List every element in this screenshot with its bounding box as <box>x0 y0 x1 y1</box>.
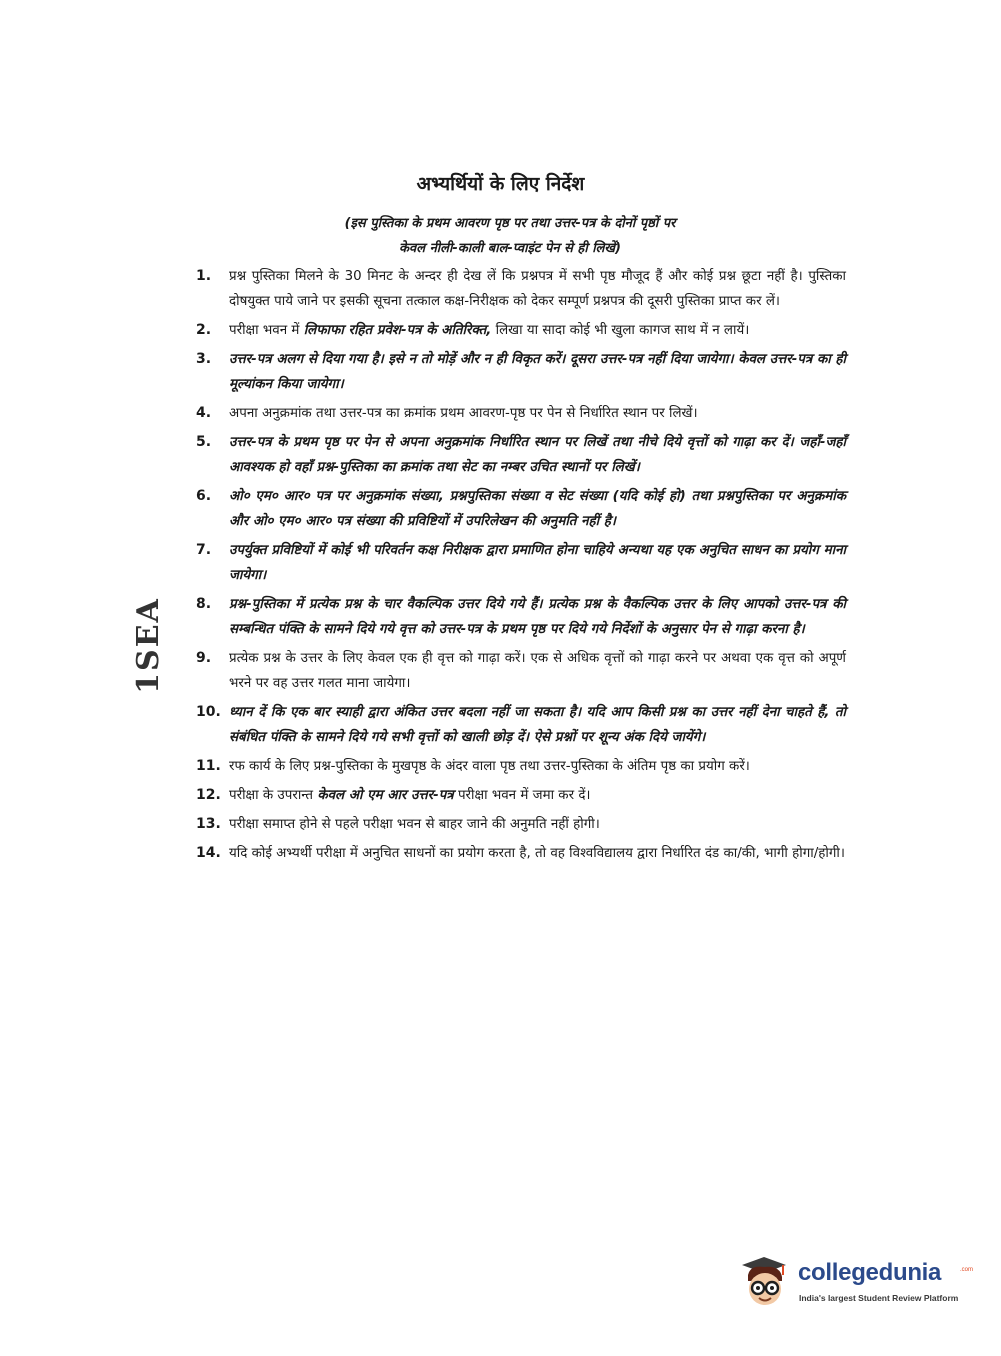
instruction-text-after: परीक्षा भवन में जमा कर दें। <box>453 788 591 803</box>
document-title: अभ्यर्थियों के लिए निर्देश <box>416 173 585 195</box>
instruction-text <box>229 323 749 338</box>
instruction-number: 3. <box>196 351 212 367</box>
instruction-text: प्रश्न पुस्तिका मिलने के 30 मिनट के अन्दर ही देख लें कि प्रश्नपत्र में सभी पृष्ठ मौजूद हैं और कोई प्रश्न छूटा नहीं है। पुस्तिका दोषयुक्त पाये जाने पर इसकी सूचना तत्काल कक्ष-निरीक्षक को देकर सम्पूर्ण प्रश्नपत्र की दूसरी पुस्तिका प्राप्त कर लें। <box>229 269 846 309</box>
instruction-number: 4. <box>196 405 212 421</box>
instruction-number: 13. <box>196 816 221 832</box>
instruction-number: 11. <box>196 758 221 774</box>
instruction-item-11 <box>196 754 846 779</box>
logo-domain-suffix: .com <box>960 1267 974 1273</box>
margin-code-stamp: 1SEA <box>130 597 166 694</box>
instruction-text: रफ कार्य के लिए प्रश्न-पुस्तिका के मुखपृष्ठ के अंदर वाला पृष्ठ तथा उत्तर-पुस्तिका के अंतिम पृष्ठ का प्रयोग करें। <box>229 759 750 774</box>
logo-brand-name: collegedunia <box>798 1259 942 1286</box>
instruction-text: यदि कोई अभ्यर्थी परीक्षा में अनुचित साधनों का प्रयोग करता है, तो वह विश्वविद्यालय द्वारा निर्धारित दंड का/की, भागी होगा/होगी। <box>229 846 845 861</box>
instruction-item-8 <box>196 592 846 642</box>
instruction-item-10 <box>196 700 846 750</box>
instruction-number: 9. <box>196 650 212 666</box>
instruction-text: अपना अनुक्रमांक तथा उत्तर-पत्र का क्रमांक प्रथम आवरण-पृष्ठ पर पेन से निर्धारित स्थान पर लिखें। <box>229 406 698 421</box>
instruction-text: उत्तर-पत्र अलग से दिया गया है। इसे न तो मोड़ें और न ही विकृत करें। दूसरा उत्तर-पत्र नहीं दिया जायेगा। केवल उत्तर-पत्र का ही मूल्यांकन किया जायेगा। <box>229 352 846 392</box>
instruction-number: 1. <box>196 268 212 284</box>
collegedunia-logo <box>742 1255 972 1315</box>
instruction-item-6 <box>196 484 846 534</box>
instruction-text-emphasis: केवल ओ एम आर उत्तर-पत्र <box>317 788 454 803</box>
instruction-text <box>229 788 591 803</box>
instruction-text: प्रश्न-पुस्तिका में प्रत्येक प्रश्न के चार वैकल्पिक उत्तर दिये गये हैं। प्रत्येक प्रश्न के वैकल्पिक उत्तर के लिए आपको उत्तर-पत्र की सम्बन्धित पंक्ति के सामने दिये गये वृत्त को उत्तर-पत्र के प्रथम पृष्ठ पर दिये गये निर्देशों के अनुसार पेन से गाढ़ा करना है। <box>229 597 846 637</box>
instruction-item-12 <box>196 783 846 808</box>
instruction-item-9 <box>196 646 846 696</box>
instruction-number: 2. <box>196 322 212 338</box>
instruction-item-14 <box>196 841 846 866</box>
mascot-icon <box>742 1255 794 1311</box>
instruction-item-3 <box>196 347 846 397</box>
instruction-text-before: परीक्षा भवन में <box>229 323 304 338</box>
document-subtitle <box>180 211 840 261</box>
subtitle-line-2: केवल नीली-काली बाल-प्वाइंट पेन से ही लिखें) <box>399 241 621 256</box>
instruction-text: परीक्षा समाप्त होने से पहले परीक्षा भवन से बाहर जाने की अनुमति नहीं होगी। <box>229 817 600 832</box>
instruction-text-after: लिखा या सादा कोई भी खुला कागज साथ में न लायें। <box>491 323 750 338</box>
instruction-item-5 <box>196 430 846 480</box>
instruction-text: प्रत्येक प्रश्न के उत्तर के लिए केवल एक ही वृत्त को गाढ़ा करें। एक से अधिक वृत्तों को गाढ़ा करने पर अथवा एक वृत्त को अपूर्ण भरने पर वह उत्तर गलत माना जायेगा। <box>229 651 846 691</box>
instruction-item-2 <box>196 318 846 343</box>
instruction-text: ओ० एम० आर० पत्र पर अनुक्रमांक संख्या, प्रश्नपुस्तिका संख्या व सेट संख्या (यदि कोई हो) तथा प्रश्नपुस्तिका पर अनुक्रमांक और ओ० एम० आर० पत्र संख्या की प्रविष्टियों में उपरिलेखन की अनुमति नहीं है। <box>229 489 846 529</box>
instruction-number: 5. <box>196 434 212 450</box>
instruction-number: 6. <box>196 488 212 504</box>
instruction-item-7 <box>196 538 846 588</box>
logo-tagline: India's largest Student Review Platform <box>799 1293 959 1303</box>
instruction-text: उत्तर-पत्र के प्रथम पृष्ठ पर पेन से अपना अनुक्रमांक निर्धारित स्थान पर लिखें तथा नीचे दिये वृत्तों को गाढ़ा कर दें। जहाँ-जहाँ आवश्यक हो वहाँ प्रश्न-पुस्तिका का क्रमांक तथा सेट का नम्बर उचित स्थानों पर लिखें। <box>229 435 846 475</box>
instruction-list <box>196 264 846 870</box>
instruction-item-1 <box>196 264 846 314</box>
instruction-number: 12. <box>196 787 221 803</box>
instruction-number: 10. <box>196 704 221 720</box>
instruction-item-13 <box>196 812 846 837</box>
subtitle-line-1: (इस पुस्तिका के प्रथम आवरण पृष्ठ पर तथा उत्तर-पत्र के दोनों पृष्ठों पर <box>344 216 676 231</box>
instruction-text-before: परीक्षा के उपरान्त <box>229 788 318 803</box>
instruction-number: 8. <box>196 596 212 612</box>
instruction-text: ध्यान दें कि एक बार स्याही द्वारा अंकित उत्तर बदला नहीं जा सकता है। यदि आप किसी प्रश्न का उत्तर नहीं देना चाहते हैं, तो संबंधित पंक्ति के सामने दिये गये सभी वृत्तों को खाली छोड़ दें। ऐसे प्रश्नों पर शून्य अंक दिये जायेंगे। <box>229 705 846 745</box>
instruction-text-emphasis: लिफाफा रहित प्रवेश-पत्र के अतिरिक्त, <box>303 323 492 338</box>
instruction-number: 14. <box>196 845 221 861</box>
instruction-text: उपर्युक्त प्रविष्टियों में कोई भी परिवर्तन कक्ष निरीक्षक द्वारा प्रमाणित होना चाहिये अन्यथा यह एक अनुचित साधन का प्रयोग माना जायेगा। <box>229 543 846 583</box>
instruction-item-4 <box>196 401 846 426</box>
instruction-number: 7. <box>196 542 212 558</box>
